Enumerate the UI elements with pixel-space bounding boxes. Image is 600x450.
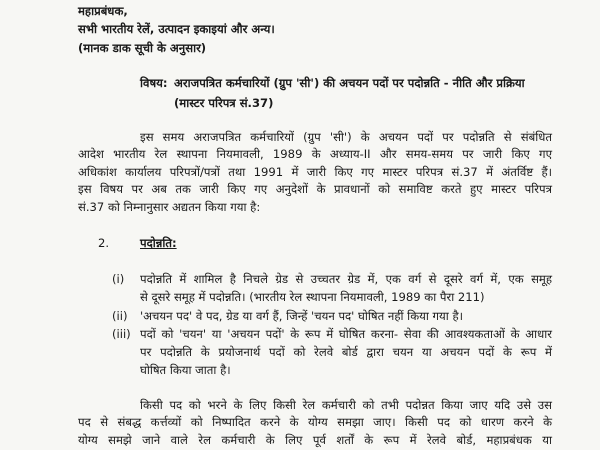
intro-line: इस समय अराजपत्रित कर्मचारियों (ग्रुप 'सी') के अचयन पदों पर पदोन्नति से संबंधित	[140, 130, 552, 144]
section-number: 2.	[98, 236, 110, 250]
subject-text: अराजपत्रित कर्मचारियों (ग्रुप 'सी') की अचयन पदों पर पदोन्नति - नीति और प्रक्रिया	[174, 76, 525, 90]
address-line-1: महाप्रबंधक,	[78, 4, 128, 18]
closing-line: किसी पद को भरने के लिए किसी रेल कर्मचारी को तभी पदोन्नत किया जाए यदि उसे उस	[140, 398, 552, 412]
list-item-marker: (i)	[112, 272, 125, 286]
list-item-text: पर पदोन्नति के प्रयोजनार्थ पदों को रेलवे बोर्ड द्वारा चयन या अचयन पदों के रूप में	[140, 345, 552, 359]
address-line-2: सभी भारतीय रेलें, उत्पादन इकाइयां और अन्य।	[78, 22, 275, 36]
closing-line: पद से संबद्ध कर्त्तव्यों को निष्पादित करने के योग्य समझा जाए। किसी पद को धारण करने के	[78, 415, 552, 429]
intro-line: अधिकांश कार्यालय परिपत्रों/पत्रों तथा 1991 में जारी किए गए मास्टर परिपत्र सं.37 में अंतर्विष्ट हैं।	[78, 165, 552, 179]
section-title: पदोन्नति:	[140, 236, 177, 250]
intro-line: इस विषय पर अब तक जारी किए गए अनुदेशों के प्रावधानों को समाविष्ट करते हुए मास्टर परिपत्र	[78, 182, 552, 196]
list-item-text: से दूसरे समूह में पदोन्नति। (भारतीय रेल स्थापना नियमावली, 1989 का पैरा 211)	[140, 290, 485, 304]
list-item-marker: (ii)	[112, 309, 128, 323]
list-item-text: 'अचयन पद' वे पद, ग्रेड या वर्ग हैं, जिन्हें 'चयन पद' घोषित नहीं किया गया है।	[140, 309, 463, 323]
address-line-3: (मानक डाक सूची के अनुसार)	[78, 41, 207, 55]
list-item-text: घोषित किया जाता है।	[140, 363, 231, 377]
subject-ref: (मास्टर परिपत्र सं.37)	[174, 96, 274, 110]
closing-line: योग्य समझे जाने वाले रेल कर्मचारी के लिए पूर्व शर्तों के रूप में रेलवे बोर्ड, महाप्रबंधक या	[78, 433, 552, 447]
list-item-text: पदोन्नति में शामिल है निचले ग्रेड से उच्चतर ग्रेड में, एक वर्ग से दूसरे वर्ग में, एक समूह	[140, 272, 552, 286]
list-item-marker: (iii)	[112, 327, 131, 341]
list-item-text: पदों को 'चयन' या 'अचयन पदों' के रूप में घोषित करना- सेवा की आवश्यकताओं के आधार	[140, 327, 552, 341]
intro-line: सं.37 को निम्नानुसार अद्यतन किया गया है:	[78, 200, 261, 214]
intro-line: आदेश भारतीय रेल स्थापना नियमावली, 1989 के अध्याय-II और समय-समय पर जारी किए गए	[78, 147, 552, 161]
subject-label: विषय:	[140, 76, 168, 90]
